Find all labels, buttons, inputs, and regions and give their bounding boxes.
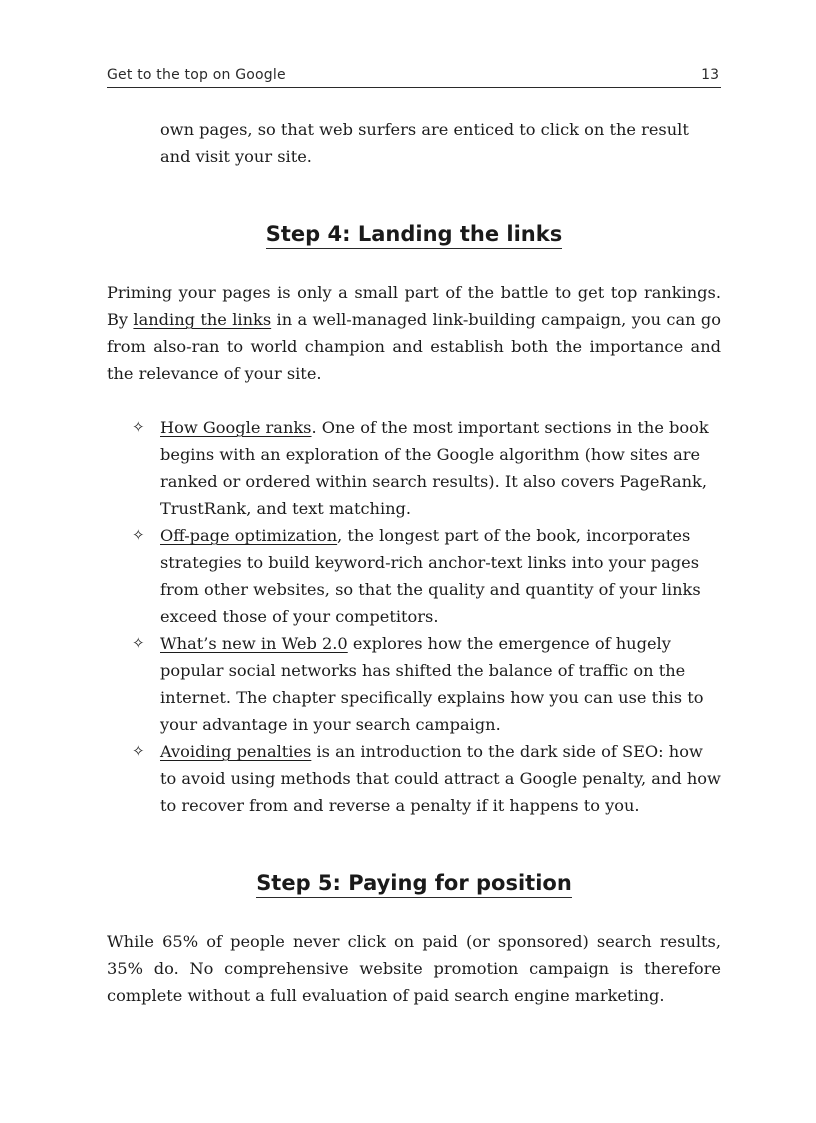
running-header (107, 64, 721, 88)
sparkle-bullet-icon: ✧ (132, 742, 145, 760)
list-item (132, 414, 721, 522)
list-item (132, 738, 721, 819)
page-number: 13 (701, 67, 719, 83)
bullet-text: , the longest part of the book, incorporates strategies to build keyword-rich anchor-text links into your pages from other websites, so that the quality and quantity of your links exceed those of your competitors. (160, 526, 701, 626)
step5-paragraph: While 65% of people never click on paid (or sponsored) search results, 35% do. No comprehensive website promotion campaign is therefore complete without a full evaluation of paid search engine marketing. (107, 932, 721, 1005)
step4-heading (107, 222, 721, 249)
list-item (132, 630, 721, 738)
header-title: Get to the top on Google (107, 67, 286, 83)
bullet-text: is an introduction to the dark side of SEO: how to avoid using methods that could attract a Google penalty, and how to recover from and reverse a penalty if it happens to you. (160, 742, 721, 815)
intro-paragraph: own pages, so that web surfers are enticed to click on the result and visit your site. (160, 120, 689, 166)
step4-para-before: Priming your pages is only a small part of the battle to get top rankings. By (107, 283, 721, 329)
bullet-text: explores how the emergence of hugely popular social networks has shifted the balance of traffic on the internet. The chapter specifically explains how you can use this to your advantage in your search campaign. (160, 634, 704, 734)
sparkle-bullet-icon: ✧ (132, 418, 145, 436)
sparkle-bullet-icon: ✧ (132, 526, 145, 544)
sparkle-bullet-icon: ✧ (132, 634, 145, 652)
off-page-optimization-link[interactable]: Off-page optimization (160, 526, 338, 545)
step4-paragraph (107, 279, 721, 387)
step5-heading (107, 871, 721, 898)
how-google-ranks-link[interactable]: How Google ranks (160, 418, 312, 437)
landing-links-link[interactable]: landing the links (133, 310, 272, 329)
avoiding-penalties-link[interactable]: Avoiding penalties (160, 742, 312, 761)
step4-heading-text: Step 4: Landing the links (266, 222, 562, 249)
bullet-text: . One of the most important sections in the book begins with an exploration of the Google algorithm (how sites are ranked or ordered within search results). It also covers PageRank, TrustRank, and text matching. (160, 418, 709, 518)
chapter-bullet-list (132, 414, 721, 819)
whats-new-web2-link[interactable]: What’s new in Web 2.0 (160, 634, 348, 653)
list-item (132, 522, 721, 630)
step4-para-after: in a well-managed link-building campaign, you can go from also-ran to world champion and establish both the importance and the relevance of your site. (107, 310, 722, 383)
document-page (107, 0, 721, 1123)
step5-heading-text: Step 5: Paying for position (256, 871, 572, 898)
